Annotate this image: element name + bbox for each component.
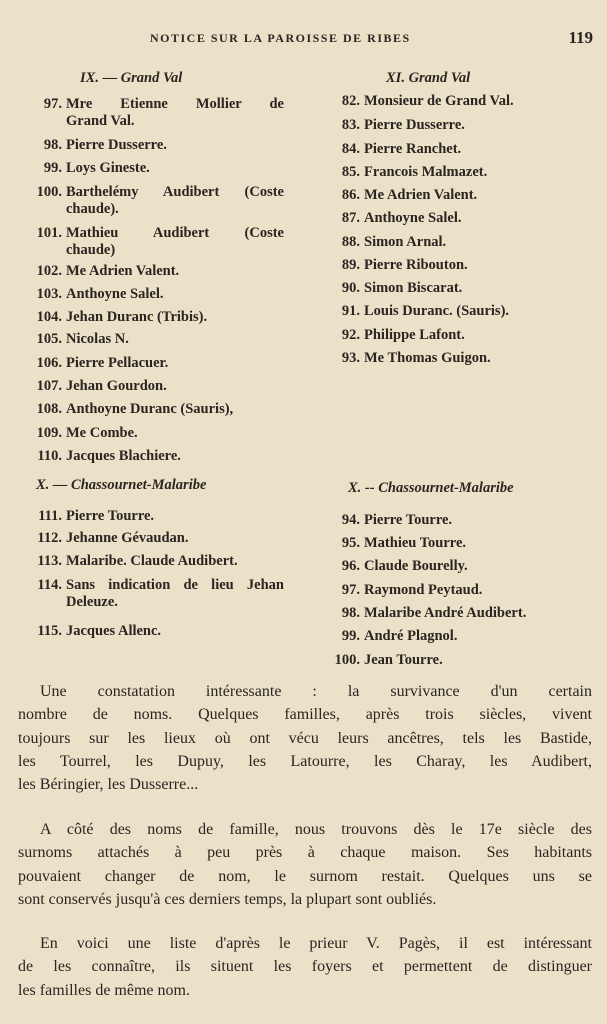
entry-text: Francois Malmazet. [364,164,488,180]
section-title-chassournet-left: X. — Chassournet-Malaribe [36,477,207,493]
entry-name [364,117,465,134]
list-entry [18,577,284,611]
entry-number: 100. [36,184,62,200]
section-title-chassournet-right: X. -- Chassournet-Malaribe [348,480,514,496]
list-entry [320,628,457,645]
entry-text: Claude Bourelly. [364,558,468,574]
entry-text: Monsieur de Grand Val. [364,93,514,109]
entry-text: Anthoyne Salel. [364,210,462,226]
entry-text: Anthoyne Duranc (Sauris), [66,401,234,417]
entry-text: Pierre Pellacuer. [66,355,169,371]
paragraph-line: En voici une liste d'après le prieur V. Pagès, il est intéressant [40,935,592,952]
entry-number: 97. [43,96,62,112]
left-column [18,0,290,660]
list-entry [18,309,207,326]
entry-name [364,303,509,320]
entry-name [66,401,233,418]
list-entry [18,137,167,154]
entry-name [66,425,138,442]
paragraph-line: toujours sur les lieux où ont vécu leurs ancêtres, tels les Bastide, [18,729,592,747]
entry-text: Jehanne Gévaudan. [66,530,189,546]
entry-number: 90. [341,280,360,296]
entry-text: Simon Biscarat. [364,280,463,296]
entry-name [364,652,443,669]
list-entry [320,210,462,227]
list-entry [320,558,468,575]
entry-name [66,184,284,218]
list-entry [320,582,482,599]
entry-number: 85. [341,164,360,180]
paragraph-line: sont conservés jusqu'à ces derniers temps, la plupart sont oubliés. [18,890,437,908]
entry-text: Me Adrien Valent. [66,263,180,279]
entry-name [364,350,491,367]
entry-name [364,327,465,344]
entry-name [364,164,487,181]
list-entry [18,401,233,418]
entry-name [364,628,457,645]
list-entry [18,225,284,259]
entry-text: Nicolas N. [66,331,129,347]
list-entry [18,425,138,442]
entry-number: 99. [43,160,62,176]
entry-name [66,355,168,372]
entry-name [66,530,188,547]
entry-name [66,263,179,280]
paragraph-line: nombre de noms. Quelques familles, après trois siècles, vivent [18,706,592,724]
list-entry [18,96,284,130]
list-entry [320,117,465,134]
entry-text: Jacques Allenc. [66,623,162,639]
entry-number: 98. [43,137,62,153]
entry-number: 104. [36,309,62,325]
entry-name [364,234,446,251]
entry-name [66,160,150,177]
entry-number: 114. [37,577,62,593]
entry-text: Louis Duranc. (Sauris). [364,303,510,319]
list-entry [320,350,491,367]
entry-name [66,286,164,303]
entry-name [364,512,452,529]
entry-text-continued: chaude) [66,242,116,258]
entry-number: 105. [36,331,62,347]
entry-name [364,141,461,158]
entry-text: Jehan Gourdon. [66,378,167,394]
list-entry [320,187,477,204]
paragraph-line: surnoms attachés à peu près à chaque maison. Ses habitants [18,844,592,862]
paragraph-nicknames [18,818,592,911]
entry-name [66,331,129,348]
paragraph-surnames-survival [18,680,592,796]
entry-number: 96. [341,558,360,574]
list-entry [18,508,154,525]
entry-text-continued: Deleuze. [66,594,118,610]
paragraph-line: les Tourrel, les Dupuy, les Latourre, les Charay, les Audibert, [18,752,592,770]
entry-number: 99. [341,628,360,644]
list-entry [18,530,188,547]
entry-number: 86. [341,187,360,203]
list-entry [320,303,509,320]
list-entry [320,512,452,529]
entry-text: Pierre Ribouton. [364,257,468,273]
entry-text: Pierre Dusserre. [364,117,465,133]
paragraph-line: les Béringier, les Dusserre... [18,776,199,794]
list-entry [18,184,284,218]
list-entry [320,535,466,552]
list-entry [320,280,462,297]
list-entry [320,141,461,158]
entry-text-continued: Grand Val. [66,113,135,129]
list-entry [320,234,446,251]
entry-name [66,508,154,525]
section-title-grand-val-right: XI. Grand Val [386,70,471,86]
entry-number: 84. [341,141,360,157]
entry-name [66,225,284,259]
entry-number: 106. [36,355,62,371]
entry-number: 97. [341,582,360,598]
entry-text: Jehan Duranc (Tribis). [66,309,208,325]
entry-text: Mathieu Tourre. [364,535,467,551]
list-entry [18,448,181,465]
entry-name [66,378,167,395]
list-entry [320,164,487,181]
entry-name [364,210,462,227]
entry-number: 98. [341,605,360,621]
entry-text: Philippe Lafont. [364,327,465,343]
entry-number: 89. [341,257,360,273]
entry-name [66,577,284,611]
entry-number: 82. [341,93,360,109]
paragraph-list-intro [18,932,592,1002]
entry-text: Barthelémy Audibert (Coste [66,184,284,200]
entry-number: 88. [341,234,360,250]
entry-number: 87. [341,210,360,226]
entry-number: 95. [341,535,360,551]
entry-number: 91. [341,303,360,319]
entry-number: 108. [36,401,62,417]
list-entry [18,553,238,570]
entry-text: Malaribe. Claude Audibert. [66,553,238,569]
list-entry [18,623,161,640]
entry-name [364,535,466,552]
entry-name [364,558,468,575]
entry-number: 112. [37,530,62,546]
entry-text: Me Combe. [66,425,138,441]
entry-text: Pierre Tourre. [364,512,453,528]
entry-text: Sans indication de lieu Jehan [66,577,284,593]
paragraph-line: A côté des noms de famille, nous trouvons dès le 17e siècle des [40,821,592,838]
paragraph-line: pouvaient changer de nom, le surnom restait. Quelques uns se [18,867,592,885]
list-entry [320,605,526,622]
entry-number: 101. [36,225,62,241]
entry-name [66,96,284,130]
entry-name [364,582,482,599]
entry-number: 110. [37,448,62,464]
entry-number: 100. [334,652,360,668]
entry-name [66,553,238,570]
entry-number: 92. [341,327,360,343]
entry-name [66,137,167,154]
entry-name [364,93,514,110]
entry-text: Jean Tourre. [364,652,443,668]
list-entry [320,93,514,110]
list-entry [18,378,167,395]
entry-text: Jacques Blachiere. [66,448,181,464]
entry-text: Pierre Tourre. [66,508,155,524]
entry-number: 83. [341,117,360,133]
list-entry [320,652,443,669]
entry-number: 111. [38,508,62,524]
entry-number: 94. [341,512,360,528]
page-number: 119 [568,28,593,47]
paragraph-line: les familles de même nom. [18,981,190,999]
entry-text: Loys Gineste. [66,160,150,176]
entry-text: Mre Etienne Mollier de [66,96,284,112]
entry-name [364,280,462,297]
entry-text: André Plagnol. [364,628,458,644]
entry-text: Mathieu Audibert (Coste [66,225,284,241]
entry-number: 102. [36,263,62,279]
entry-text: Simon Arnal. [364,234,447,250]
entry-name [66,448,181,465]
entry-text: Pierre Ranchet. [364,141,462,157]
entry-name [364,187,477,204]
list-entry [18,160,150,177]
entry-number: 113. [37,553,62,569]
entry-text-continued: chaude). [66,201,119,217]
list-entry [18,355,168,372]
list-entry [320,327,465,344]
entry-text: Anthoyne Salel. [66,286,164,302]
entry-text: Raymond Peytaud. [364,582,483,598]
entry-number: 93. [341,350,360,366]
list-entry [18,331,129,348]
entry-number: 115. [37,623,62,639]
entry-text: Pierre Dusserre. [66,137,167,153]
list-entry [320,257,468,274]
paragraph-line: de les connaître, ils situent les foyers et permettent de distinguer [18,958,592,976]
right-column [328,0,596,670]
list-entry [18,263,179,280]
entry-text: Malaribe André Audibert. [364,605,527,621]
entry-number: 103. [36,286,62,302]
entry-number: 107. [36,378,62,394]
paragraph-line: Une constatation intéressante : la survivance d'un certain [40,683,592,700]
entry-name [66,623,161,640]
running-title: NOTICE SUR LA PAROISSE DE RIBES [150,31,411,45]
entry-text: Me Adrien Valent. [364,187,478,203]
entry-name [364,257,468,274]
entry-text: Me Thomas Guigon. [364,350,491,366]
list-entry [18,286,164,303]
entry-name [364,605,526,622]
entry-name [66,309,207,326]
entry-number: 109. [36,425,62,441]
section-title-grand-val-left: IX. — Grand Val [80,70,183,86]
